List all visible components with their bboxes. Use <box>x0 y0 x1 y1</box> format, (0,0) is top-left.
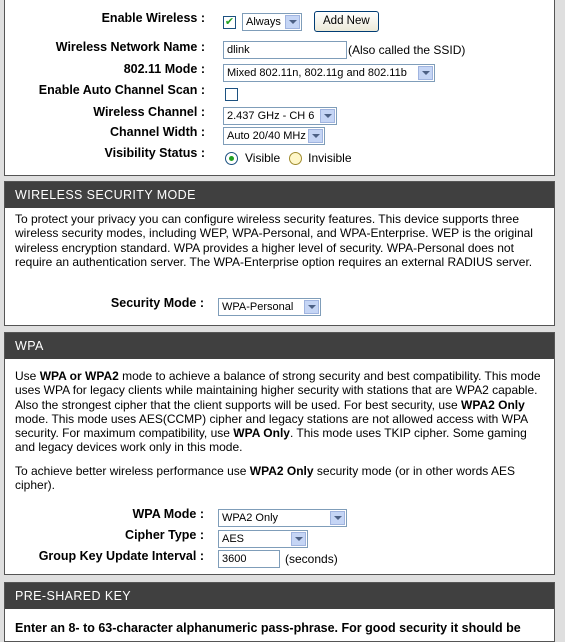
ssid-input[interactable]: dlink <box>223 41 347 59</box>
wpa-note-text: To achieve better wireless performance use <box>15 464 250 478</box>
wireless-settings-panel <box>4 0 555 176</box>
wpa-desc-text: mode to achieve a balance of strong security and best compatibility. This mode uses WPA for legacy clients while maintaining higher security with stations that are WPA2 capable. Also the strongest cipher that the client supports will be used. For best security, use <box>15 369 541 412</box>
psk-intro: Enter an 8- to 63-character alphanumeric pass-phrase. For good security it should be <box>15 621 521 635</box>
wpa-description <box>15 369 545 455</box>
security-mode-panel <box>4 181 555 326</box>
chevron-down-icon <box>291 532 306 546</box>
schedule-select[interactable] <box>242 13 302 31</box>
wpa-desc-bold: WPA or WPA2 <box>39 369 119 383</box>
security-mode-label: Security Mode : <box>110 296 204 310</box>
psk-heading: PRE-SHARED KEY <box>5 583 554 609</box>
invisible-radio-label: Invisible <box>308 151 352 165</box>
chevron-down-icon <box>320 109 335 123</box>
wpa-desc-bold: WPA2 Only <box>461 397 525 412</box>
wireless-channel-value: 2.437 GHz - CH 6 <box>227 110 315 122</box>
chevron-down-icon <box>304 300 319 314</box>
visible-radio-label: Visible <box>245 151 281 165</box>
wpa-mode-label: WPA Mode : <box>132 507 204 521</box>
add-new-button[interactable]: Add New <box>314 11 379 32</box>
cipher-type-select[interactable] <box>218 530 308 548</box>
channel-width-value: Auto 20/40 MHz <box>227 130 306 142</box>
80211-mode-label: 802.11 Mode : <box>123 62 205 76</box>
wpa-mode-value: WPA2 Only <box>222 512 279 524</box>
group-key-interval-label: Group Key Update Interval : <box>38 549 204 563</box>
enable-wireless-checkbox[interactable]: ✔ <box>224 15 235 28</box>
security-mode-select[interactable] <box>218 298 321 316</box>
ssid-label: Wireless Network Name : <box>55 40 205 54</box>
security-mode-heading: WIRELESS SECURITY MODE <box>5 182 554 208</box>
80211-mode-value: Mixed 802.11n, 802.11g and 802.11b <box>227 67 407 79</box>
wpa-desc-text: . This mode uses TKIP cipher. Some gaming and legacy devices work only in this mode. <box>15 426 527 455</box>
wpa-desc-text: mode. This mode uses AES(CCMP) cipher and legacy stations are not allowed access with WPA security. For maximum compatibility, use <box>15 411 528 441</box>
chevron-down-icon <box>285 15 300 29</box>
chevron-down-icon <box>418 66 433 80</box>
wpa-desc-text: Use <box>15 369 40 383</box>
auto-channel-scan-checkbox[interactable] <box>225 88 238 101</box>
wpa-mode-select[interactable] <box>218 509 347 527</box>
security-mode-description: To protect your privacy you can configure wireless security features. This device supports three wireless security modes, including WEP, WPA-Personal, and WPA-Enterprise. WEP is the original wireless encryption standard. WPA provides a higher level of security. WPA-Personal does not require an authentication server. The WPA-Enterprise option requires an external RADIUS server. <box>15 212 533 269</box>
80211-mode-select[interactable] <box>223 64 435 82</box>
wpa-heading: WPA <box>5 333 554 359</box>
group-key-interval-input[interactable]: 3600 <box>218 550 280 568</box>
chevron-down-icon <box>308 129 323 143</box>
visibility-status-label: Visibility Status : <box>104 146 205 160</box>
wpa-note-text: security mode (or in other words AES cipher). <box>15 464 515 493</box>
ssid-note: (Also called the SSID) <box>348 43 466 57</box>
wpa-desc-bold: WPA Only <box>233 426 290 441</box>
enable-wireless-label: Enable Wireless : <box>101 11 205 25</box>
group-key-interval-unit: (seconds) <box>285 552 338 566</box>
wpa-panel <box>4 332 555 575</box>
schedule-select-value: Always <box>246 16 281 28</box>
wpa-note-bold: WPA2 Only <box>249 464 314 478</box>
chevron-down-icon <box>330 511 345 525</box>
channel-width-select[interactable] <box>223 127 325 145</box>
cipher-type-label: Cipher Type : <box>125 528 204 542</box>
security-mode-value: WPA-Personal <box>222 301 294 313</box>
wireless-channel-label: Wireless Channel : <box>93 105 205 119</box>
auto-channel-scan-label: Enable Auto Channel Scan : <box>38 83 205 97</box>
channel-width-label: Channel Width : <box>109 125 205 139</box>
cipher-type-value: AES <box>222 533 245 545</box>
wireless-channel-select[interactable] <box>223 107 337 125</box>
invisible-radio[interactable] <box>289 152 302 165</box>
wpa-performance-note <box>15 464 545 493</box>
pre-shared-key-panel <box>4 582 555 642</box>
visible-radio[interactable] <box>225 152 238 165</box>
